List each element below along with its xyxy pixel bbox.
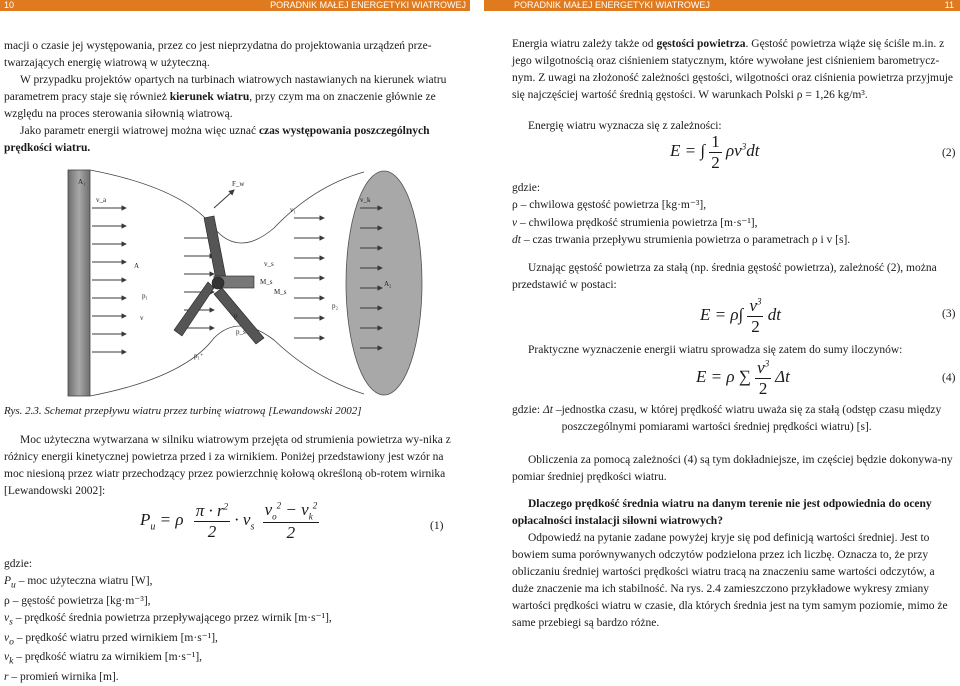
label-p: p xyxy=(234,312,238,320)
label-v1: v₁ xyxy=(290,206,296,214)
label-a1: A₁ xyxy=(78,178,86,186)
right-text-3 xyxy=(512,260,958,294)
label-a2: A₂ xyxy=(384,280,392,288)
gdzie-label-1: gdzie: xyxy=(4,558,33,570)
equation-2: E = ∫ $\frac{1}{2}$ $\rho v^3dt$ xyxy=(670,132,760,172)
label-p1: p₁ xyxy=(142,292,148,300)
def-vs: $v_s$ – prędkość średnia powietrza przepływającego przez wirnik [m·s⁻¹], xyxy=(4,612,332,628)
figure-caption: Rys. 2.3. Schemat przepływu wiatru przez turbinę wiatrową [Lewandowski 2002] xyxy=(4,405,362,417)
wind-flow-diagram xyxy=(64,168,440,398)
label-v: v xyxy=(140,314,144,322)
left-text-mid xyxy=(4,432,460,500)
right-question xyxy=(512,496,958,530)
label-va: v_a xyxy=(96,196,107,204)
def-vo: $v_o$ – prędkość wiatru przed wirnikiem [m·s⁻¹], xyxy=(4,631,218,648)
def-pu: $P_u$ – moc użyteczna wiatru [W], xyxy=(4,575,153,591)
rotor xyxy=(174,216,264,344)
right-paragraph-5: Obliczenia za pomocą zależności (4) są tym dokładniejsze, im częściej będzie dokonywa-ny pomiar średniej prędkości wiatru. xyxy=(512,454,953,484)
def2-dt: dt – czas trwania przepływu strumienia powietrza o parametrach ρ i v [s]. xyxy=(512,233,851,246)
equation-3-number: (3) xyxy=(942,308,956,320)
label-ps: p_s xyxy=(236,328,246,336)
right-paragraph-2: Energię wiatru wyznacza się z zależności: xyxy=(528,120,722,132)
header-title-left: PORADNIK MAŁEJ ENERGETYKI WIATROWEJ xyxy=(270,0,466,10)
right-def-dt xyxy=(512,402,958,436)
right-paragraph-6: Odpowiedź na pytanie zadane powyżej kryje się pod definicją wartości średniej. Jest to bowiem suma porównywanych odczytów podzielona przez ich liczbę. Oznacza to, że przy obliczaniu średniej wartości prędkości wiatru tracą na znaczeniu same wartości odczytów, a duże znaczenie ma ich stabilność. Na rys. 2.4 zamieszczono przykładowe wykresy zmiany wartości prędkości wiatru w czasie, dla których średnia jest na tym samym poziomie, mimo że same przebiegi są bardzo różne. xyxy=(512,532,948,630)
right-paragraph-4: Praktyczne wyznaczenie energii wiatru sprowadza się zatem do sumy iloczynów: xyxy=(528,344,903,356)
equation-4: E = ρ ∑ $\frac{v^3}{2}$ Δt xyxy=(696,358,790,398)
label-vs: v_s xyxy=(264,260,274,268)
inlet-disk xyxy=(68,170,90,396)
right-text-top xyxy=(512,36,958,104)
def4-delta-t: gdzie: Δt – jednostka czasu, w której prędkość wiatru uważa się za stałą (odstęp czasu między poszczególnymi pomiarami wartości średniej prędkości wiatru) [s]. xyxy=(512,404,942,434)
label-p2: p₂ xyxy=(332,302,338,310)
equation-1-number: (1) xyxy=(430,520,444,532)
page-number-left: 10 xyxy=(4,0,15,10)
right-text-5 xyxy=(512,452,958,486)
question-heading: Dlaczego prędkość średnia wiatru na danym terenie nie jest odpowiednia do oceny opłacalności instalacji siłowni wiatrowych? xyxy=(512,498,932,528)
right-definitions xyxy=(512,180,958,249)
left-paragraph-3: Jako parametr energii wiatrowej można więc uznać czas występowania poszczególnych prędkości wiatru. xyxy=(4,125,430,155)
right-paragraph-1: Energia wiatru zależy także od gęstości powietrza. Gęstość powietrza wiąże się ściśle m.in. z jego wilgotnością oraz ciśnieniem statycznym, które wywołane jest ciśnieniem barometrycz-nym. Z uwagi na złożoność zależności gęstości, wilgotności oraz ciśnienia powietrza przyjmuje się najczęściej wartość średnią gęstości. W warunkach Polski ρ = 1,26 kg/m³. xyxy=(512,38,954,102)
left-definitions xyxy=(4,556,460,686)
left-text-top xyxy=(4,38,460,157)
equation-2-number: (2) xyxy=(942,147,956,159)
header-right xyxy=(484,0,960,11)
equation-3: E = ρ∫ $\frac{v^3}{2}$ dt xyxy=(700,296,781,336)
def-r: r – promień wirnika [m]. xyxy=(4,671,119,684)
stream-tube xyxy=(90,170,364,243)
header-left xyxy=(0,0,470,11)
left-paragraph-1: macji o czasie jej występowania, przez co jest nieprzydatna do projektowania urządzeń prze-twarzających energię wiatrową w użyteczną. xyxy=(4,40,432,70)
equation-4-number: (4) xyxy=(942,372,956,384)
def-rho: ρ – gęstość powietrza [kg·m⁻³], xyxy=(4,594,151,607)
header-title-right: PORADNIK MAŁEJ ENERGETYKI WIATROWEJ xyxy=(514,0,710,10)
left-paragraph-4: Moc użyteczna wytwarzana w silniku wiatrowym przejęta od strumienia powietrza wy-nika z różnicy energii kinetycznej powietrza przed i za wirnikiem. Poniżej przedstawiony jest wzór na moc niesioną przez wiatr przechodzący przez powierzchnię kołową określoną ob-rotem wirnika [Lewandowski 2002]: xyxy=(4,434,451,498)
def2-rho: ρ – chwilowa gęstość powietrza [kg·m⁻³], xyxy=(512,199,707,212)
right-text-6 xyxy=(512,530,958,632)
page-number-right: 11 xyxy=(944,0,954,10)
label-vk: v_k xyxy=(360,196,371,204)
label-fw: F_w xyxy=(232,180,245,188)
right-paragraph-3: Uznając gęstość powietrza za stałą (np. średnia gęstość powietrza), zależność (2), można przedstawić w postaci: xyxy=(512,262,937,292)
equation-1: $P_u = \rho$ $\frac{\pi \cdot r^2}{2}$ · $v_s$ $\frac{v_o^2 - v_k^2}{2}$ xyxy=(140,500,318,542)
label-ms: M_s xyxy=(260,278,273,286)
label-ms2: M_s xyxy=(274,288,287,296)
label-p1plus: p₁⁺ xyxy=(194,352,204,360)
label-a: A xyxy=(134,262,140,270)
right-text-4 xyxy=(512,342,958,359)
gdzie-label-2: gdzie: xyxy=(512,182,541,194)
left-paragraph-2: W przypadku projektów opartych na turbinach wiatrowych nastawianych na kierunek wiatru parametrem pracy staje się również kierunek wiatru, przy czym ma on znaczenie głównie ze względu na proces sterowania siłownią wiatrową. xyxy=(4,74,447,121)
def-vk: $v_k$ – prędkość wiatru za wirnikiem [m·s⁻¹], xyxy=(4,651,203,667)
def2-v: v – chwilowa prędkość strumienia powietrza [m·s⁻¹], xyxy=(512,216,758,229)
